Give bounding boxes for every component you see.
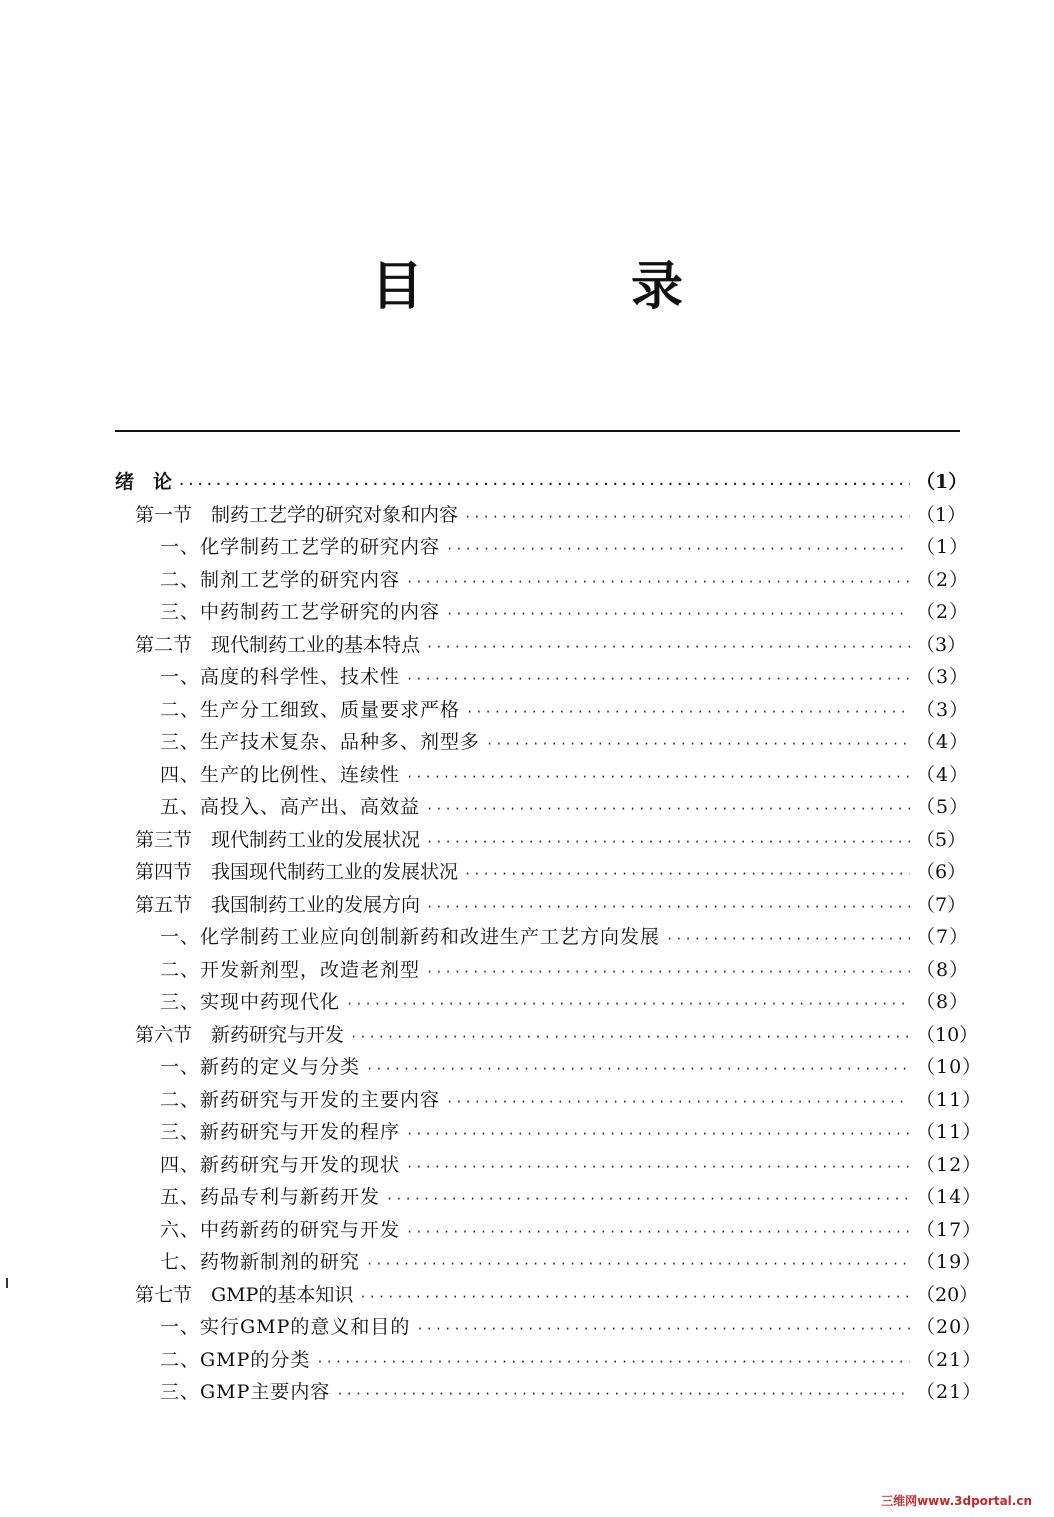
dot-leader: [406, 1216, 910, 1248]
toc-entry[interactable]: [160, 1214, 983, 1246]
dot-leader: [446, 533, 910, 565]
toc-entry-label: 一、新药的定义与分类: [160, 1056, 361, 1078]
toc-entry-page: （20）: [916, 1283, 979, 1306]
toc-entry[interactable]: [160, 1116, 983, 1148]
toc-entry[interactable]: [160, 1149, 983, 1181]
toc-entry-label: 三、GMP主要内容: [160, 1381, 331, 1403]
toc-entry[interactable]: [135, 1279, 979, 1311]
toc-entry-page: （17）: [916, 1218, 983, 1241]
toc-entry[interactable]: [135, 499, 967, 531]
dot-leader: [426, 891, 910, 923]
toc-entry-label: 一、实行GMP的意义和目的: [160, 1316, 411, 1338]
dot-leader: [426, 956, 910, 988]
toc-entry-page: （10）: [916, 1023, 979, 1046]
toc-entry[interactable]: [160, 1311, 983, 1343]
toc-entry[interactable]: [160, 694, 970, 726]
toc-entry-label: 一、高度的科学性、技术性: [160, 666, 401, 688]
dot-leader: [446, 1086, 910, 1118]
toc-entry-page: （3）: [916, 698, 970, 721]
toc-entry-label: 一、化学制药工业应向创制新药和改进生产工艺方向发展: [160, 926, 661, 948]
dot-leader: [350, 1021, 910, 1053]
toc-entry[interactable]: [160, 954, 970, 986]
dot-leader: [416, 1313, 910, 1345]
dot-leader: [386, 1183, 910, 1215]
toc-entry-label: 二、制剂工艺学的研究内容: [160, 568, 401, 591]
toc-entry-label: 第七节 GMP的基本知识: [135, 1283, 354, 1306]
dot-leader: [178, 468, 910, 500]
dot-leader: [366, 1053, 910, 1085]
toc-entry-page: （3）: [916, 666, 970, 688]
toc-entry-label: 六、中药新药的研究与开发: [160, 1218, 401, 1241]
toc-entry-label: 第二节 现代制药工业的基本特点: [135, 633, 421, 656]
dot-leader: [359, 1281, 910, 1313]
watermark: 三维网www.3dportal.cn: [881, 1494, 1032, 1508]
toc-entry[interactable]: [160, 986, 970, 1018]
toc-entry[interactable]: [160, 726, 970, 758]
toc-entry-label: 五、高投入、高产出、高效益: [160, 796, 421, 818]
toc-entry[interactable]: [135, 629, 967, 661]
toc-entry-page: （12）: [916, 1153, 983, 1176]
toc-entry[interactable]: [160, 1181, 983, 1213]
toc-entry-label: 绪 论: [115, 471, 173, 493]
dot-leader: [406, 663, 910, 695]
toc-entry-label: 第五节 我国制药工业的发展方向: [135, 893, 421, 916]
toc-entry[interactable]: [160, 1246, 983, 1278]
toc-entry-label: 四、新药研究与开发的现状: [160, 1153, 401, 1176]
toc-entry[interactable]: [135, 824, 967, 856]
toc-entry[interactable]: [160, 564, 970, 596]
toc-entry[interactable]: [135, 1019, 979, 1051]
toc-entry[interactable]: [160, 661, 970, 693]
toc-entry[interactable]: [115, 466, 968, 498]
toc-entry[interactable]: [160, 759, 970, 791]
toc-entry-page: （11）: [916, 1088, 983, 1111]
dot-leader: [336, 1378, 910, 1410]
toc-entry[interactable]: [160, 921, 970, 953]
toc-entry-page: （4）: [916, 763, 970, 786]
toc-entry-label: 第四节 我国现代制药工业的发展状况: [135, 861, 459, 883]
toc-entry-label: 七、药物新制剂的研究: [160, 1251, 361, 1273]
toc-entry[interactable]: [160, 531, 970, 563]
toc-entry[interactable]: [160, 1084, 983, 1116]
toc-entry[interactable]: [160, 791, 970, 823]
toc-entry[interactable]: [160, 1376, 983, 1408]
dot-leader: [426, 631, 910, 663]
toc-entry-page: （10）: [916, 1056, 983, 1078]
dot-leader: [316, 1346, 910, 1378]
toc-entry-page: （21）: [916, 1348, 983, 1371]
toc-entry-label: 第六节 新药研究与开发: [135, 1023, 345, 1046]
dot-leader: [464, 501, 910, 533]
toc-entry-page: （5）: [916, 828, 967, 851]
toc-entry-label: 二、GMP的分类: [160, 1348, 311, 1371]
toc-entry-label: 三、中药制药工艺学研究的内容: [160, 601, 441, 623]
toc-entry-page: （2）: [916, 601, 970, 623]
dot-leader: [426, 826, 910, 858]
toc-entry-page: （19）: [916, 1251, 983, 1273]
toc-entry-page: （1）: [916, 471, 968, 493]
toc-entry-page: （3）: [916, 633, 967, 656]
toc-entry-label: 三、生产技术复杂、品种多、剂型多: [160, 731, 481, 753]
title-divider: [115, 430, 960, 432]
dot-leader: [666, 923, 910, 955]
toc-entry-page: （8）: [916, 958, 970, 981]
toc-entry-page: （2）: [916, 568, 970, 591]
toc-entry[interactable]: [160, 1051, 983, 1083]
dot-leader: [486, 728, 910, 760]
toc-entry-label: 二、新药研究与开发的主要内容: [160, 1088, 441, 1111]
toc-entry-page: （7）: [916, 893, 967, 916]
toc-entry-label: 二、生产分工细致、质量要求严格: [160, 698, 461, 721]
page-title: 目 录: [370, 256, 761, 317]
toc-entry-page: （21）: [916, 1381, 983, 1403]
toc-entry-page: （4）: [916, 731, 970, 753]
scan-mark: [6, 1278, 8, 1288]
toc-entry-label: 第一节 制药工艺学的研究对象和内容: [135, 503, 459, 526]
toc-entry-label: 第三节 现代制药工业的发展状况: [135, 828, 421, 851]
toc-entry-page: （6）: [916, 861, 967, 883]
toc-entry-page: （11）: [916, 1121, 983, 1143]
dot-leader: [446, 598, 910, 630]
toc-entry-label: 二、开发新剂型，改造老剂型: [160, 958, 421, 981]
toc-entry-page: （1）: [916, 536, 970, 558]
toc-entry-page: （5）: [916, 796, 970, 818]
toc-entry-label: 一、化学制药工艺学的研究内容: [160, 536, 441, 558]
toc-entry[interactable]: [135, 856, 967, 888]
dot-leader: [406, 1118, 910, 1150]
toc-entry[interactable]: [135, 889, 967, 921]
toc-entry-page: （7）: [916, 926, 970, 948]
toc-entry-page: （1）: [916, 503, 967, 526]
toc-entry-label: 三、实现中药现代化: [160, 991, 341, 1013]
dot-leader: [346, 988, 910, 1020]
toc-entry-label: 四、生产的比例性、连续性: [160, 763, 401, 786]
toc-entry[interactable]: [160, 596, 970, 628]
dot-leader: [406, 761, 910, 793]
dot-leader: [406, 1151, 910, 1183]
dot-leader: [464, 858, 910, 890]
toc-entry-page: （14）: [916, 1186, 983, 1208]
toc-entry-label: 三、新药研究与开发的程序: [160, 1121, 401, 1143]
toc-entry-label: 五、药品专利与新药开发: [160, 1186, 381, 1208]
toc-entry[interactable]: [160, 1344, 983, 1376]
dot-leader: [366, 1248, 910, 1280]
dot-leader: [466, 696, 910, 728]
toc-entry-page: （8）: [916, 991, 970, 1013]
toc-entry-page: （20）: [916, 1316, 983, 1338]
dot-leader: [426, 793, 910, 825]
dot-leader: [406, 566, 910, 598]
